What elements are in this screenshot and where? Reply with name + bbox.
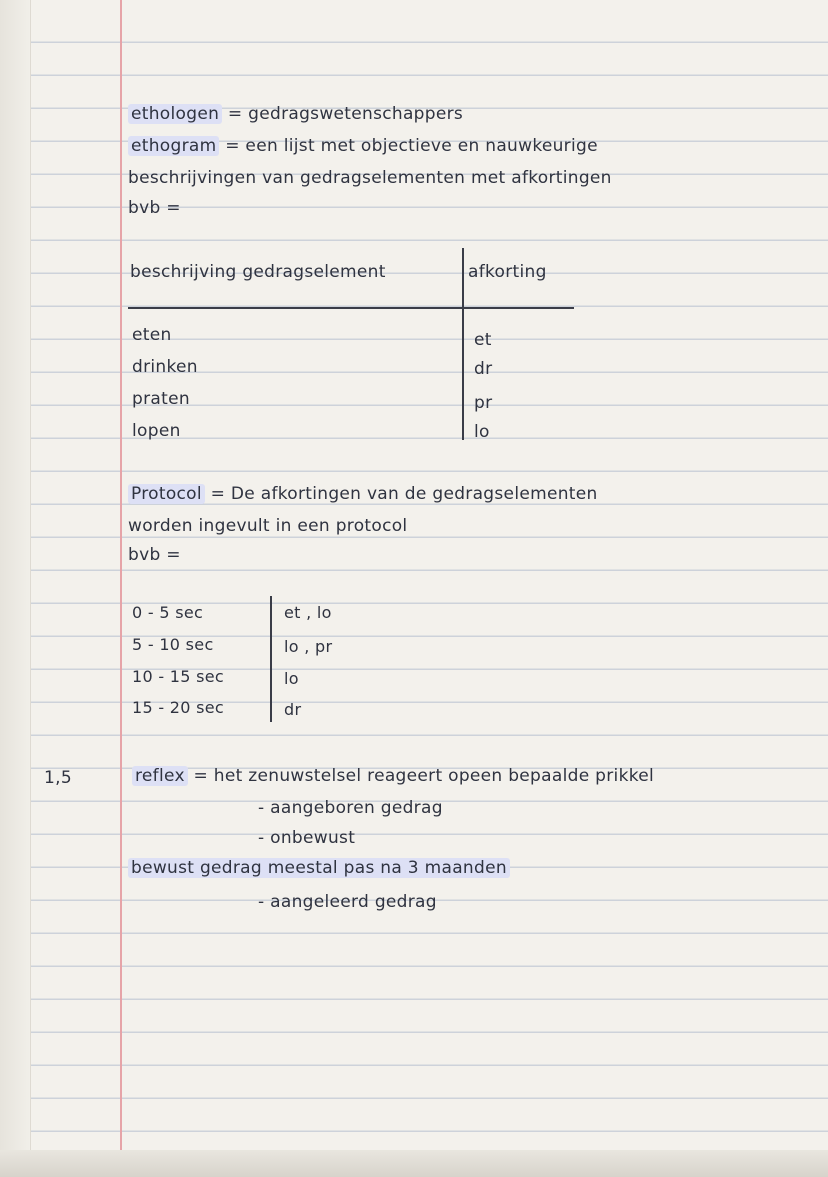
reflex-point: - aangeboren gedrag (258, 798, 443, 818)
ethogram-definition-continued: beschrijvingen van gedragselementen met afkortingen (128, 168, 612, 188)
protocol-term: Protocol (128, 484, 205, 504)
protocol-codes: lo , pr (284, 637, 333, 656)
ethologen-definition: = gedragswetenschappers (227, 104, 464, 124)
page-binding (0, 0, 31, 1177)
protocol-time: 5 - 10 sec (132, 635, 214, 654)
reflex-line (132, 766, 654, 786)
ethogram-row-element: praten (132, 389, 190, 409)
ethogram-row-element: drinken (132, 357, 198, 377)
bewust-line (128, 858, 510, 878)
ethogram-row-abbreviation: et (474, 330, 492, 350)
page-bottom-edge (0, 1150, 828, 1177)
reflex-definition: = het zenuwstelsel reageert opeen bepaalde prikkel (193, 766, 655, 786)
reflex-point: - onbewust (258, 828, 356, 848)
ethogram-row-abbreviation: lo (474, 422, 490, 442)
protocol-table-divider (270, 596, 272, 722)
ethogram-row-abbreviation: dr (474, 359, 493, 379)
ethogram-term: ethogram (128, 136, 219, 156)
ethogram-header-element: beschrijving gedragselement (130, 262, 386, 282)
protocol-time: 10 - 15 sec (132, 667, 225, 686)
ethogram-table-header-rule (128, 307, 574, 309)
protocol-example-label: bvb = (128, 545, 181, 565)
ethogram-row-abbreviation: pr (474, 393, 493, 413)
ethogram-header-abbreviation: afkorting (468, 262, 547, 282)
protocol-time: 0 - 5 sec (132, 603, 204, 622)
protocol-codes: lo (284, 669, 299, 688)
protocol-definition: = De afkortingen van de gedragselementen (210, 484, 598, 504)
ethogram-definition: = een lijst met objectieve en nauwkeurige (225, 136, 598, 156)
ethogram-row-element: eten (132, 325, 172, 345)
protocol-time: 15 - 20 sec (132, 698, 225, 717)
bewust-highlight: bewust gedrag meestal pas na 3 maanden (128, 858, 510, 878)
bewust-point: - aangeleerd gedrag (258, 892, 437, 912)
margin-line (120, 0, 122, 1177)
ethogram-line (128, 136, 598, 156)
protocol-line (128, 484, 598, 504)
ethogram-table-divider (462, 248, 464, 440)
ethogram-row-element: lopen (132, 421, 181, 441)
section-number: 1,5 (44, 768, 72, 788)
protocol-codes: dr (284, 700, 302, 719)
ethologen-term: ethologen (128, 104, 222, 124)
protocol-definition-continued: worden ingevult in een protocol (128, 516, 408, 536)
example-label: bvb = (128, 198, 181, 218)
reflex-term: reflex (132, 766, 188, 786)
protocol-codes: et , lo (284, 603, 332, 622)
ethologen-line (128, 104, 463, 124)
